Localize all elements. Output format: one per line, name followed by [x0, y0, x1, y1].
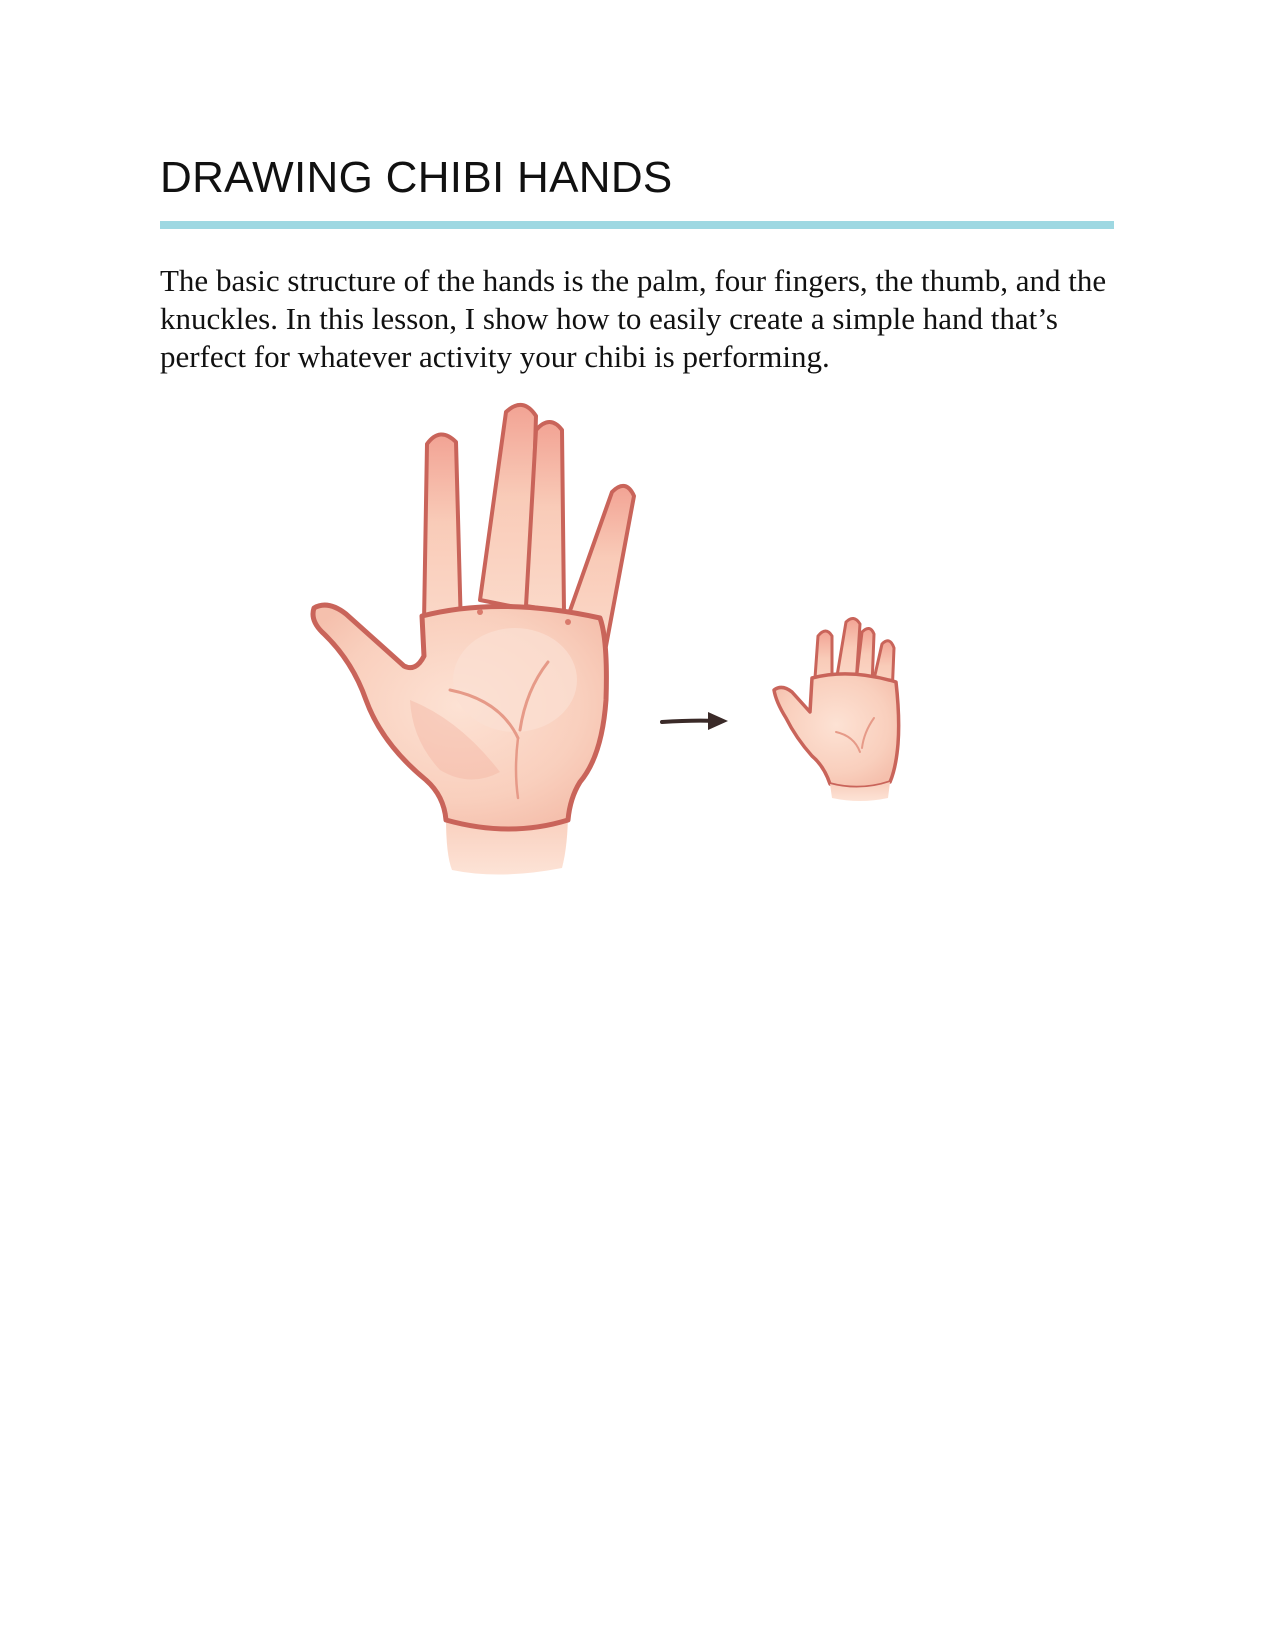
intro-paragraph: The basic structure of the hands is the palm, four fingers, the thumb, and the knuckles. In this lesson, I show how to easily create a simple hand that’s perfect for whatever activity your chibi is performing.: [160, 263, 1107, 374]
small-chibi-hand-illustration: [774, 618, 899, 801]
arrow-right-icon: [662, 712, 728, 730]
page-title: DRAWING CHIBI HANDS: [160, 153, 673, 202]
hands-figure: [300, 400, 980, 940]
large-hand-illustration: [313, 405, 634, 875]
title-divider: [160, 221, 1114, 229]
